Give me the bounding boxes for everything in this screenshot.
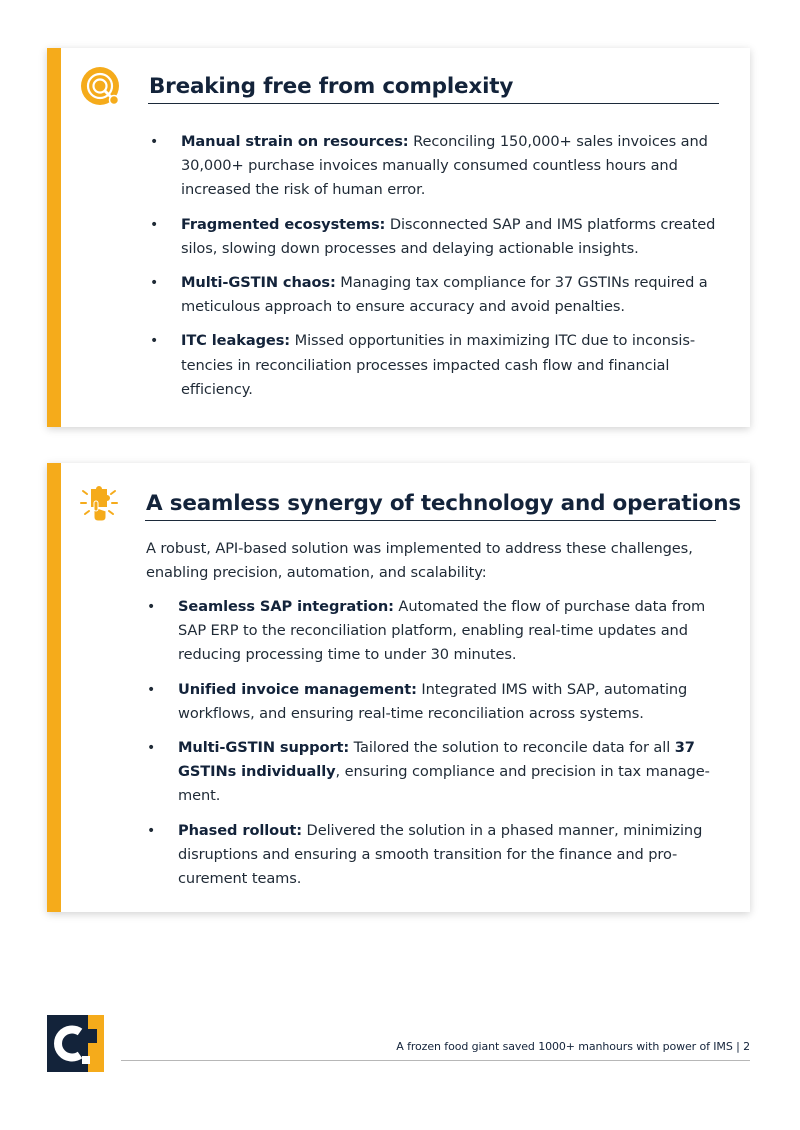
item-label: ITC leakages:: [181, 332, 291, 350]
item-text: Reconciling 150,000+ sales invoices and: [408, 133, 708, 150]
item-text: 30,000+ purchase invoices manually consumed countless hours and: [181, 157, 678, 175]
item-label: Phased rollout:: [178, 821, 303, 839]
intro-text: A robust, API-based solution was implemented to address these challenges,: [146, 540, 693, 557]
item-text: Delivered the solution in a phased manner, minimizing: [302, 821, 703, 839]
item-label: Multi-GSTIN support:: [178, 739, 350, 757]
list-item: [148, 130, 728, 203]
brand-logo: [47, 1015, 104, 1072]
challenges-list: [148, 130, 728, 412]
accent-bar: [47, 463, 61, 912]
item-label: Unified invoice management:: [178, 680, 417, 698]
solution-intro: [146, 537, 736, 585]
item-text: tencies in reconciliation processes impacted cash flow and financial: [181, 356, 670, 374]
card1-title: Breaking free from complexity: [149, 74, 514, 99]
card2-title: A seamless synergy of technology and operations: [146, 491, 741, 516]
complexity-card: [47, 48, 750, 427]
item-text: silos, slowing down processes and delaying actionable insights.: [181, 239, 639, 257]
item-text: Missed opportunities in maximizing ITC due to inconsis-: [290, 332, 696, 350]
item-label: Multi-GSTIN chaos:: [181, 274, 336, 292]
item-text: workflows, and ensuring real-time reconciliation across systems.: [178, 704, 644, 722]
item-bold: GSTINs individually: [178, 763, 336, 781]
item-text: reducing processing time to under 30 minutes.: [178, 646, 517, 664]
item-text: disruptions and ensuring a smooth transition for the finance and pro-: [178, 845, 678, 863]
item-text: Disconnected SAP and IMS platforms created: [385, 215, 716, 233]
list-item: [148, 213, 728, 261]
list-item: [145, 819, 735, 892]
item-text: ment.: [178, 787, 221, 805]
item-text: increased the risk of human error.: [181, 181, 426, 199]
solutions-list: [145, 595, 735, 901]
bullet: •: [150, 134, 159, 150]
item-text: Integrated IMS with SAP, automating: [416, 680, 688, 698]
item-text: SAP ERP to the reconciliation platform, enabling real-time updates and: [178, 622, 688, 640]
bullet: •: [150, 333, 159, 350]
puzzle-hand-icon: [77, 481, 121, 525]
card2-title-rule: [145, 520, 716, 521]
bullet: •: [147, 740, 156, 757]
item-bold: 37: [674, 739, 695, 757]
item-text: curement teams.: [178, 870, 302, 888]
bullet: •: [147, 822, 156, 839]
bullet: •: [147, 599, 156, 615]
footer-rule: [121, 1060, 750, 1061]
list-item: [148, 329, 728, 402]
list-item: [145, 678, 735, 726]
list-item: [145, 595, 735, 668]
item-text: efficiency.: [181, 380, 253, 398]
intro-text: enabling precision, automation, and scalability:: [146, 564, 487, 582]
list-item: [148, 271, 728, 319]
item-label: Manual strain on resources:: [181, 133, 409, 150]
synergy-card: [47, 463, 750, 912]
item-text: Tailored the solution to reconcile data for all: [349, 739, 675, 757]
footer-caption: A frozen food giant saved 1000+ manhours with power of IMS | 2: [396, 1040, 750, 1053]
target-search-icon: [80, 66, 124, 110]
bullet: •: [147, 681, 156, 698]
bullet: •: [150, 216, 159, 233]
item-label: Seamless SAP integration:: [178, 598, 394, 615]
item-text: Automated the flow of purchase data from: [393, 598, 706, 615]
list-item: [145, 736, 735, 809]
accent-bar: [47, 48, 61, 427]
bullet: •: [150, 275, 159, 292]
item-text: meticulous approach to ensure accuracy and avoid penalties.: [181, 298, 625, 316]
item-label: Fragmented ecosystems:: [181, 215, 386, 233]
card1-title-rule: [148, 103, 719, 104]
item-text: Managing tax compliance for 37 GSTINs required a: [335, 274, 708, 292]
item-text: , ensuring compliance and precision in tax manage-: [335, 763, 710, 781]
